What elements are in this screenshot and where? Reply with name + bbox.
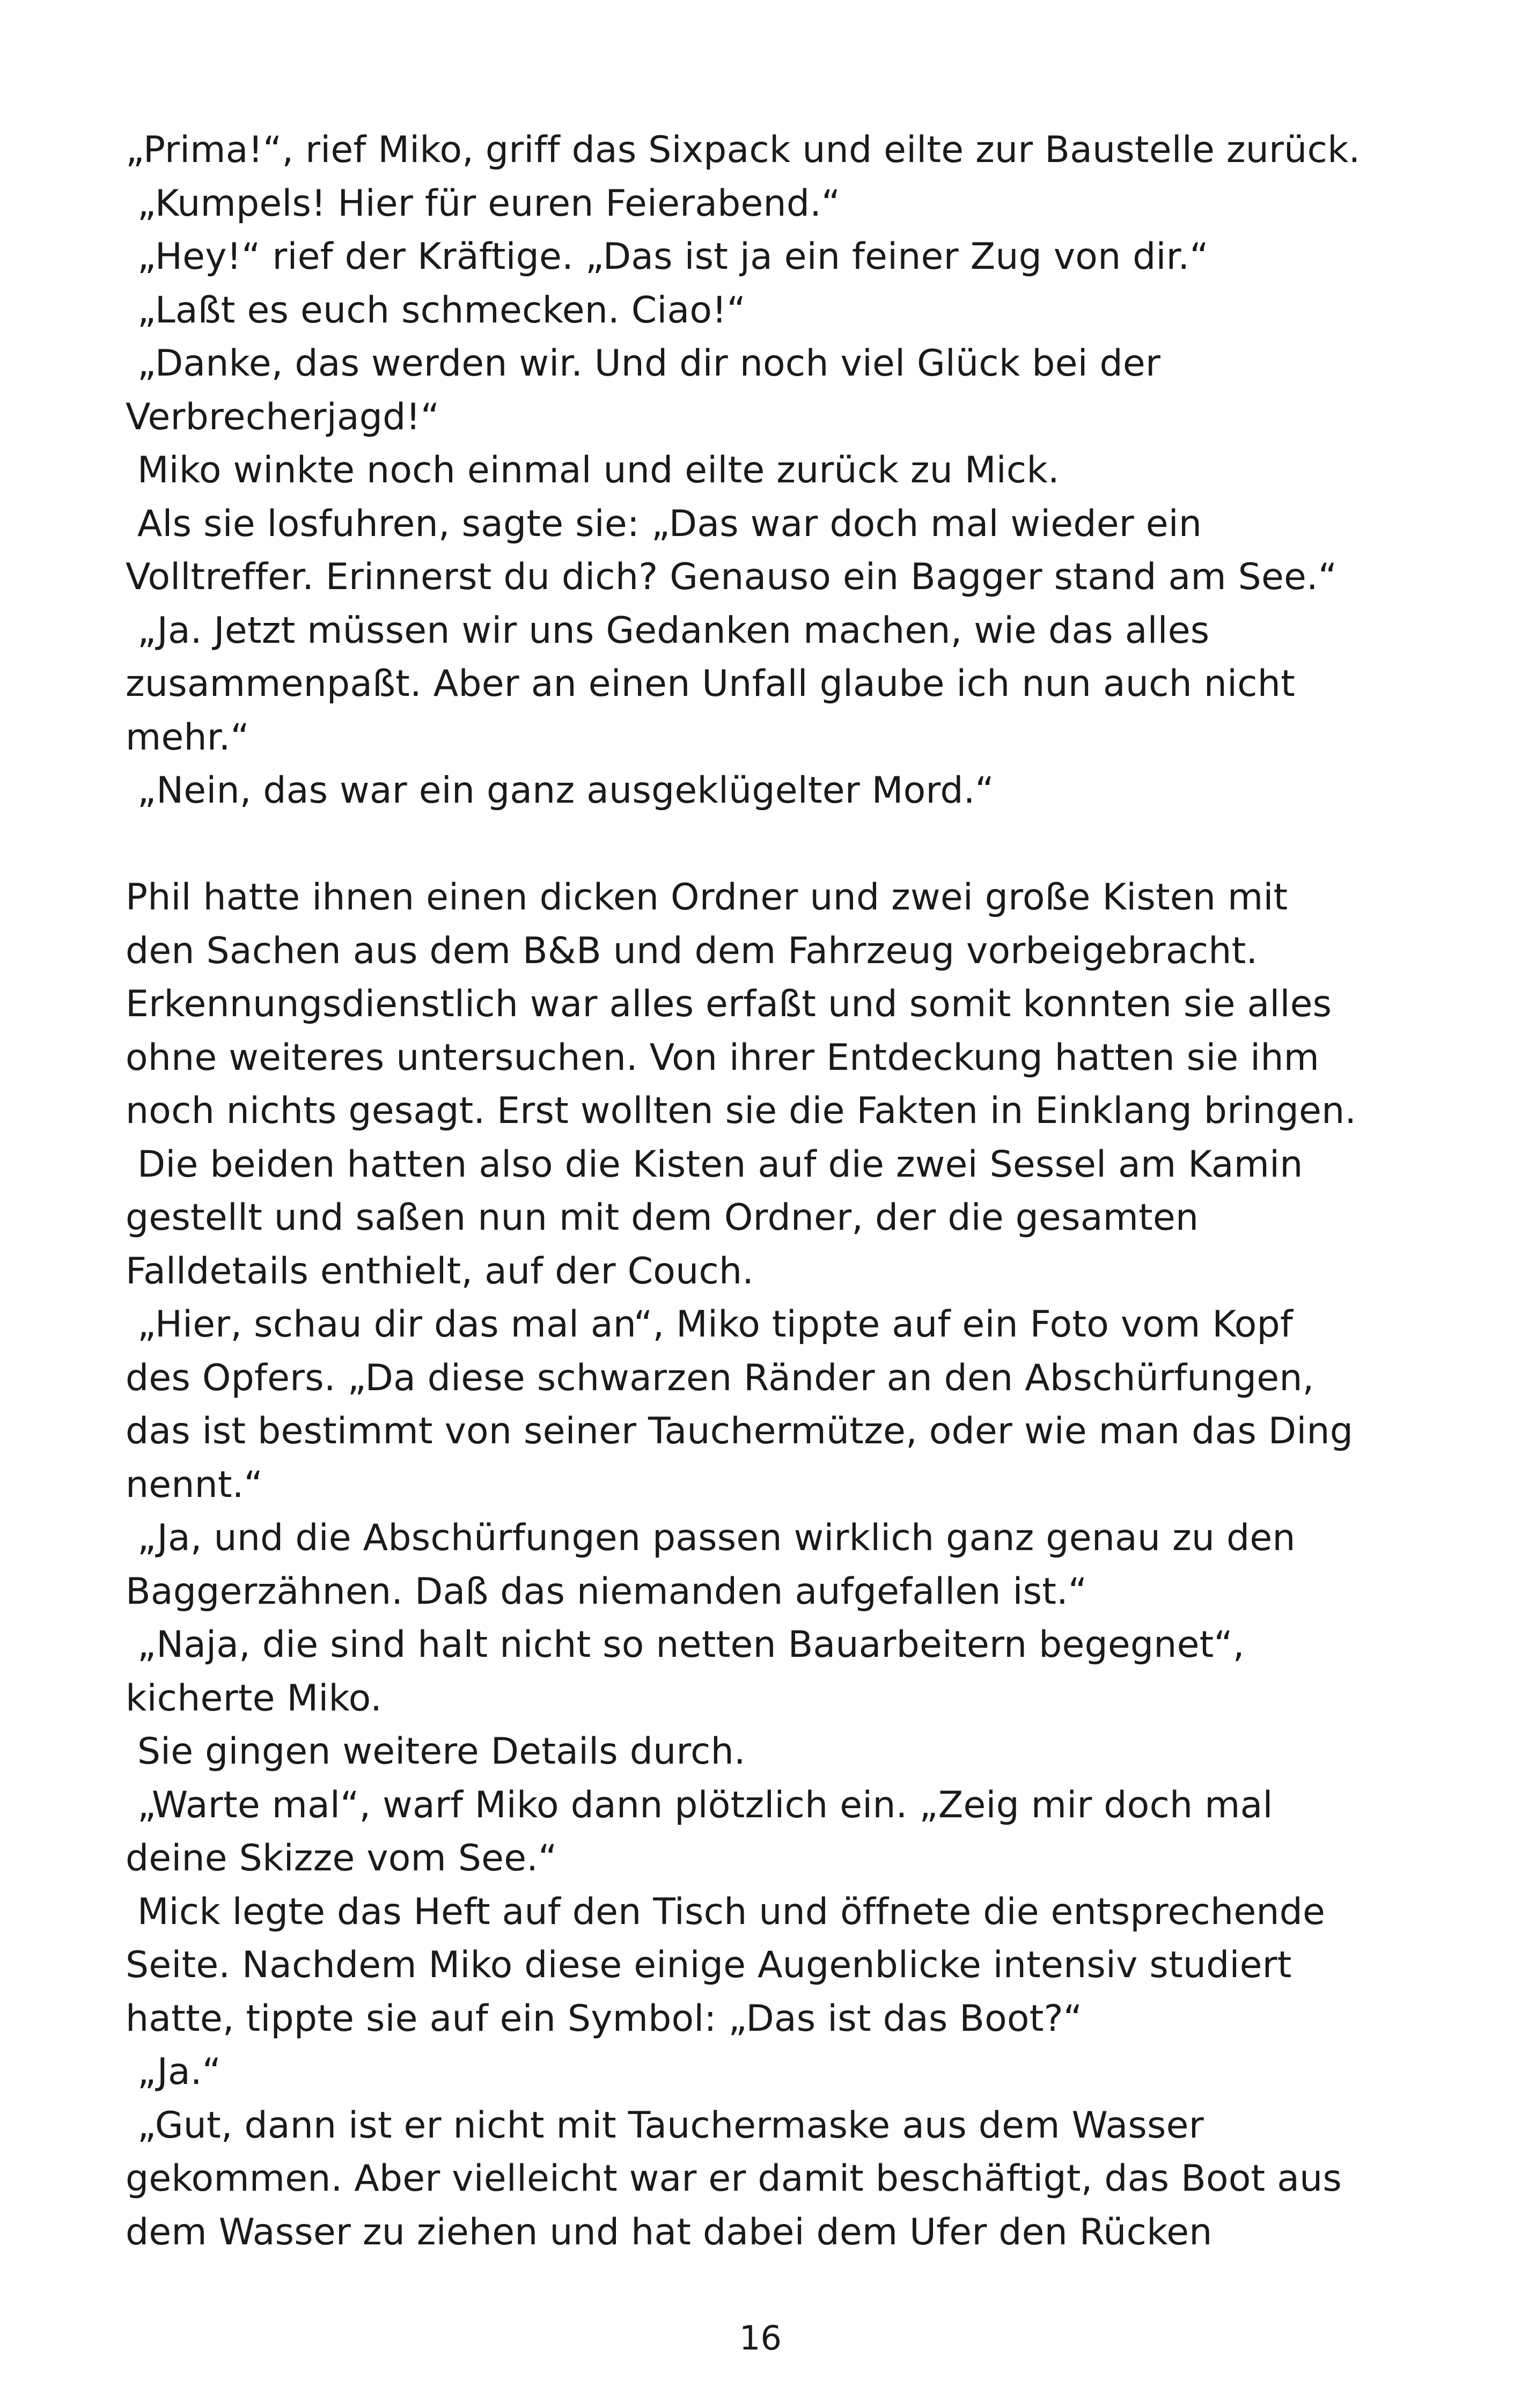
text-line: ohne weiteres untersuchen. Von ihrer Entdeckung hatten sie ihm — [126, 1036, 1320, 1079]
text-line: das ist bestimmt von seiner Tauchermütze, oder wie man das Ding — [126, 1410, 1354, 1452]
text-line: Miko winkte noch einmal und eilte zurück zu Mick. — [126, 449, 1060, 491]
text-line: „Ja, und die Abschürfungen passen wirklich ganz genau zu den — [126, 1517, 1296, 1559]
text-line: „Kumpels! Hier für euren Feierabend.“ — [126, 182, 841, 225]
text-line: zusammenpaßt. Aber an einen Unfall glaube ich nun auch nicht — [126, 663, 1295, 705]
text-line: noch nichts gesagt. Erst wollten sie die Fakten in Einklang bringen. — [126, 1090, 1357, 1132]
text-line: mehr.“ — [126, 716, 249, 759]
text-line: den Sachen aus dem B&B und dem Fahrzeug vorbeigebracht. — [126, 929, 1258, 972]
text-line: Erkennungsdienstlich war alles erfaßt und somit konnten sie alles — [126, 983, 1332, 1025]
text-line: „Nein, das war ein ganz ausgeklügelter Mord.“ — [126, 769, 994, 812]
text-line: „Danke, das werden wir. Und dir noch viel Glück bei der — [126, 342, 1161, 385]
text-line: dem Wasser zu ziehen und hat dabei dem Ufer den Rücken — [126, 2211, 1213, 2253]
text-line: „Hier, schau dir das mal an“, Miko tippte auf ein Foto vom Kopf — [126, 1303, 1294, 1346]
text-line: „Ja. Jetzt müssen wir uns Gedanken machen, wie das alles — [126, 609, 1210, 652]
text-line: Verbrecherjagd!“ — [126, 395, 440, 438]
text-line: Als sie losfuhren, sagte sie: „Das war doch mal wieder ein — [126, 502, 1202, 545]
text-line: hatte, tippte sie auf ein Symbol: „Das ist das Boot?“ — [126, 1997, 1083, 2040]
text-line: „Hey!“ rief der Kräftige. „Das ist ja ein feiner Zug von dir.“ — [126, 236, 1209, 278]
text-line: gestellt und saßen nun mit dem Ordner, der die gesamten — [126, 1196, 1199, 1239]
page-number: 16 — [739, 2318, 782, 2358]
body-text — [126, 123, 1413, 2259]
text-line: „Prima!“, rief Miko, griff das Sixpack und eilte zur Baustelle zurück. — [126, 129, 1361, 171]
paragraph-break — [126, 818, 1413, 871]
text-line: nennt.“ — [126, 1463, 263, 1506]
text-line: gekommen. Aber vielleicht war er damit beschäftigt, das Boot aus — [126, 2157, 1342, 2200]
text-line: Baggerzähnen. Daß das niemanden aufgefallen ist.“ — [126, 1570, 1088, 1613]
text-line: „Gut, dann ist er nicht mit Tauchermaske aus dem Wasser — [126, 2104, 1204, 2147]
text-line: Sie gingen weitere Details durch. — [126, 1730, 746, 1773]
text-line: Seite. Nachdem Miko diese einige Augenblicke intensiv studiert — [126, 1944, 1292, 1986]
text-line: deine Skizze vom See.“ — [126, 1837, 557, 1880]
text-line: „Ja.“ — [126, 2051, 222, 2093]
text-line: „Laßt es euch schmecken. Ciao!“ — [126, 289, 746, 332]
text-line: „Naja, die sind halt nicht so netten Bauarbeitern begegnet“, — [126, 1624, 1245, 1666]
text-line: Phil hatte ihnen einen dicken Ordner und zwei große Kisten mit — [126, 876, 1288, 919]
text-line: Falldetails enthielt, auf der Couch. — [126, 1250, 754, 1293]
text-line: des Opfers. „Da diese schwarzen Ränder an den Abschürfungen, — [126, 1356, 1314, 1399]
text-line: Die beiden hatten also die Kisten auf die zwei Sessel am Kamin — [126, 1143, 1303, 1186]
text-line: „Warte mal“, warf Miko dann plötzlich ein. „Zeig mir doch mal — [126, 1783, 1273, 1826]
text-line: kicherte Miko. — [126, 1677, 383, 1720]
text-line: Volltreffer. Erinnerst du dich? Genauso ein Bagger stand am See.“ — [126, 556, 1338, 598]
text-line: Mick legte das Heft auf den Tisch und öffnete die entsprechende — [126, 1890, 1326, 1933]
